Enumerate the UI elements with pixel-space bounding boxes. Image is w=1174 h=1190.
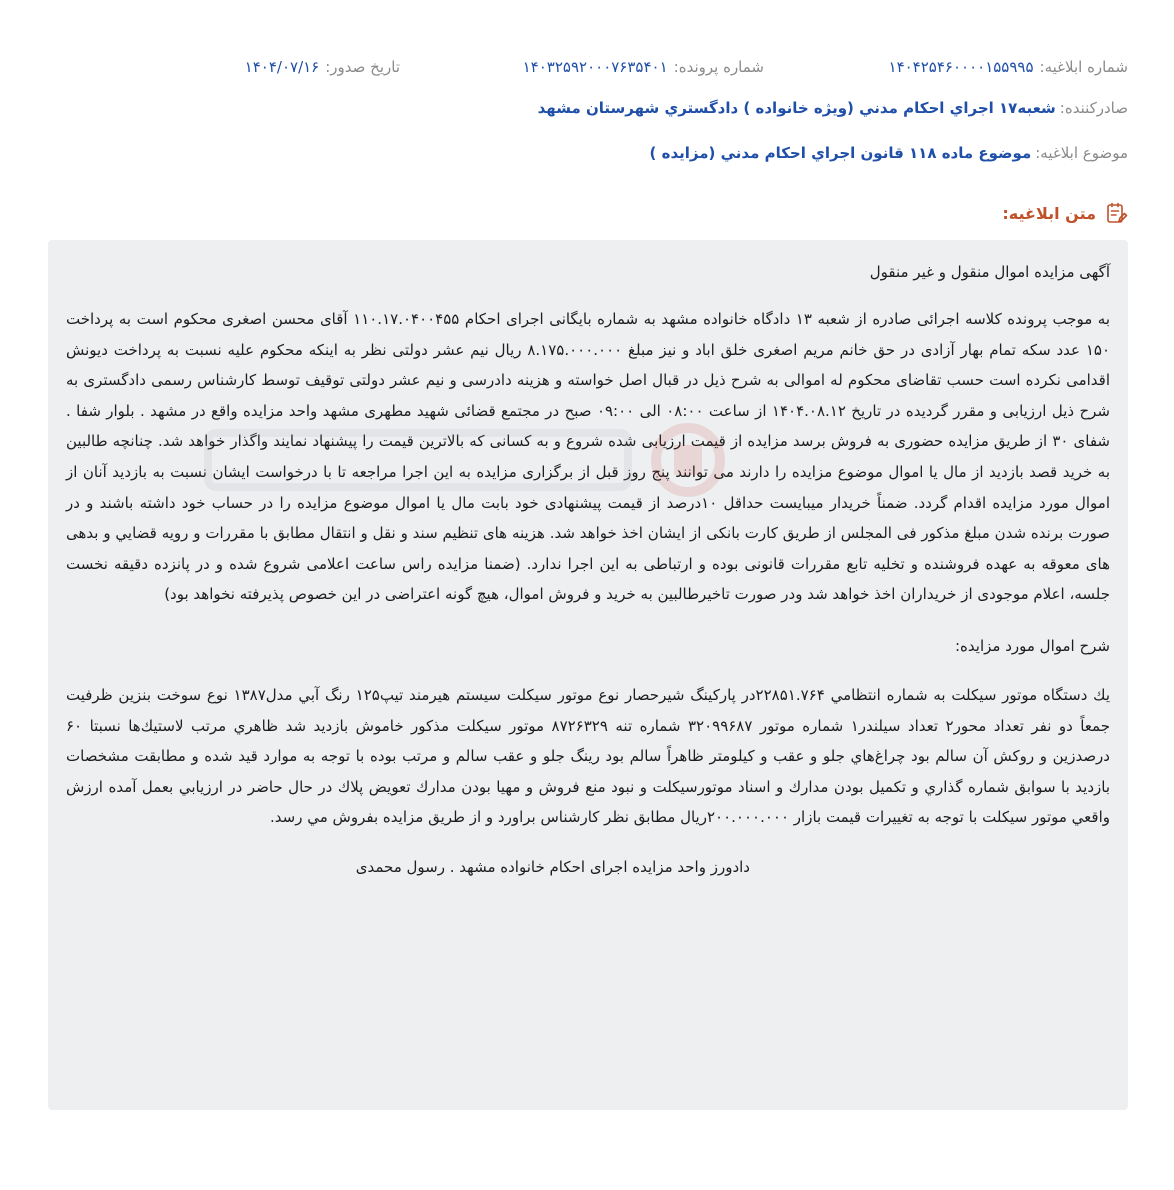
- issuer-label: صادرکننده:: [1059, 99, 1128, 117]
- case-number: [523, 58, 764, 76]
- notice-number: [889, 58, 1128, 76]
- issue-date-label: تاریخ صدور:: [325, 58, 400, 76]
- subject-value: موضوع ماده ۱۱۸ قانون اجراي احکام مدني (مزايده ): [649, 144, 1032, 162]
- subject-label: موضوع ابلاغیه:: [1035, 144, 1128, 162]
- case-number-value: ۱۴۰۳۲۵۹۲۰۰۰۷۶۳۵۴۰۱: [522, 58, 668, 76]
- case-number-label: شماره پرونده:: [673, 58, 764, 76]
- issuer-value: شعبه۱۷ اجراي احکام مدني (ويژه خانواده ) دادگستري شهرستان مشهد: [537, 99, 1056, 117]
- document-pen-icon: [1104, 201, 1128, 225]
- notice-text-heading: [1002, 201, 1128, 225]
- notice-number-label: شماره ابلاغیه:: [1039, 58, 1128, 76]
- signature: دادورز واحد مزایده اجرای احکام خانواده مشهد . رسول محمدی: [355, 857, 750, 876]
- issuer-line: [538, 99, 1128, 117]
- notice-meta-row: [46, 58, 1128, 82]
- notice-text-heading-label: متن ابلاغیه:: [1002, 203, 1096, 223]
- auction-details-paragraph: به موجب پرونده کلاسه اجرائی صادره از شعبه ۱۳ دادگاه خانواده مشهد به شماره بایگانی اجرای احکام ۱۱۰.۱۷.۰۴۰۰۴۵۵ آقای محسن اصغری محکوم است به پرداخت ۱۵۰ عدد سکه تمام بهار آزادی در حق خانم مریم اصغری خلق اباد و نیز مبلغ ۸.۱۷۵.۰۰۰.۰۰۰ ریال نیم عشر دولتی نظر به اینکه محکوم علیه نسبت به پرداخت دیونش اقدامی نکرده است حسب تقاضای محکوم له اموالی به شرح ذیل در قبال اصل خواسته و هزینه دادرسی و نیم عشر دولتی توقیف توسط کارشناس رسمی دادگستری به شرح ذیل ارزیابی و مقرر گردیده در تاریخ ۱۴۰۴.۰۸.۱۲ از ساعت ۰۸:۰۰ الی ۰۹:۰۰ صبح در مجتمع قضائی شهید مطهری مشهد واحد مزایده واقع در مشهد . بلوار شفا . شفای ۳۰ از طریق مزایده حضوری به فروش برسد مزایده از قیمت ارزیابی شده شروع و به کسانی که بالاترین قیمت را پیشنهاد نمایند واگذار خواهد شد. چنانچه طالبین به خرید قصد بازدید از مال یا اموال موضوع مزایده را دارند می توانند پنج روز قبل از برگزاری مزایده به این اجرا مراجعه تا با درخواست ایشان نسبت به بازدید آنان از اموال مورد مزایده اقدام گردد. ضمناً خریدار میبایست حداقل ۱۰درصد از قیمت پیشنهادی خود بابت مال یا اموال موضوع مزایده را در حساب خود داشته باشند و در صورت برنده شدن مبلغ مذکور فی المجلس از طریق کارت بانکی از ایشان اخذ خواهد شد. هزینه های تنظیم سند و نقل و انتقال مطابق با مقررات و رویه قضايي و بدهی های معوقه به عهده فروشنده و تخلیه تابع مقررات قانونی بوده و ارتباطی به این اجرا ندارد. (ضمنا مزایده راس ساعت اعلامی شروع شده و در پانزده دقیقه نخست جلسه، اعلام موجودی از خریداران اخذ خواهد شد ودر صورت تاخیرطالبین به خرید و فروش اموال، هیچ گونه اعتراضی در این خصوص پذیرفته نخواهد بود): [66, 310, 1110, 604]
- items-description-paragraph: يك دستگاه موتور سيكلت به شماره انتظامي ۲۲۸۵۱.۷۶۴در پاركينگ شيرحصار نوع موتور سيكلت سيستم هيرمند تيپ۱۲۵ رنگ آبي مدل۱۳۸۷ نوع سوخت بنزين ظرفيت جمعاً دو نفر تعداد محور۲ تعداد سيلندر۱ شماره موتور ۳۲۰۹۹۶۸۷ شماره تنه ۸۷۲۶۳۲۹ موتور سيكلت مذكور خاموش بازديد شد ظاهري مرتب لاستيك‌ها نسبتا ۶۰ درصدزين و روكش آن سالم بود چراغ‌هاي جلو و عقب و كيلومتر ظاهراً سالم بود رينگ جلو و عقب سالم و مرتب بوده با توجه به موارد قيد شده و مطابقت مشخصات بازديد با سوابق شماره گذاري و تكميل بودن مدارك و اسناد موتورسيكلت و نبود منع فروش و مهيا بودن مدارك تعويض پلاك در حال حاضر در ارزيابي بعمل آمده ارزش واقعي موتور سيكلت با توجه به تغييرات قيمت بازار ۲۰۰.۰۰۰.۰۰۰ريال مطابق نظر كارشناس براورد و از طريق مزايده بفروش مي رسد.: [66, 685, 1111, 827]
- notice-number-value: ۱۴۰۴۲۵۴۶۰۰۰۰۱۵۵۹۹۵: [888, 58, 1034, 76]
- issue-date-value: ۱۴۰۴/۰۷/۱۶: [244, 58, 320, 76]
- ad-title: آگهی مزایده اموال منقول و غیر منقول: [869, 263, 1110, 281]
- subject-line: [650, 144, 1128, 162]
- issue-date: [245, 58, 400, 76]
- notice-content-box: [48, 240, 1128, 1110]
- items-heading: شرح اموال مورد مزایده:: [955, 636, 1110, 655]
